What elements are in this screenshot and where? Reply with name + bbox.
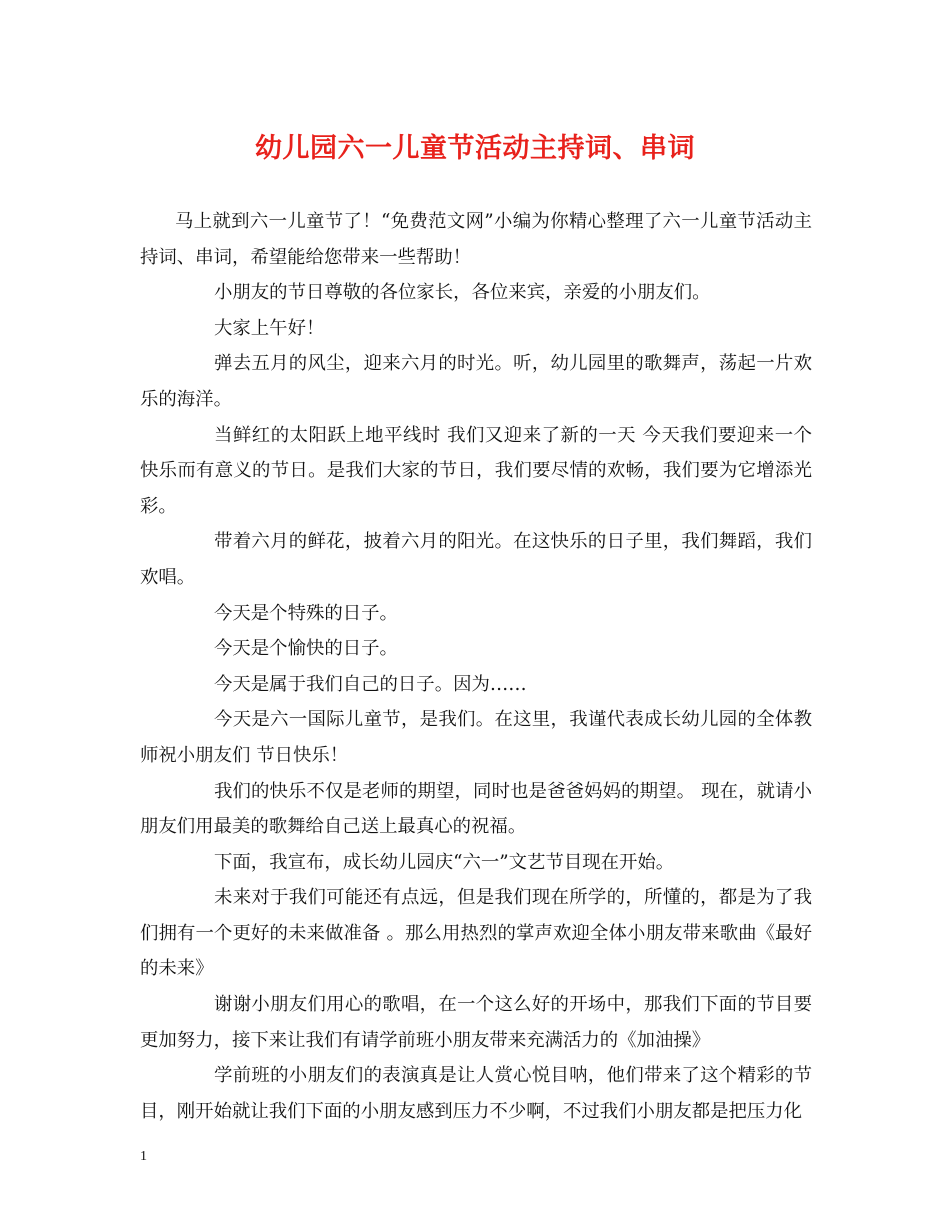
document-title: 幼儿园六一儿童节活动主持词、串词 xyxy=(255,133,695,164)
paragraph: 今天是个特殊的日子。 xyxy=(214,602,398,624)
page-number: 1 xyxy=(140,1149,147,1164)
document-body xyxy=(140,204,812,1129)
paragraph: 今天是属于我们自己的日子。因为…… xyxy=(214,673,527,695)
paragraph: 小朋友的节日尊敬的各位家长，各位来宾，亲爱的小朋友们。 xyxy=(214,282,711,304)
paragraph: 今天是六一国际儿童节，是我们。在这里，我谨代表成长幼儿园的全体教师祝小朋友们 节日快乐！ xyxy=(140,709,812,766)
paragraph: 弹去五月的风尘，迎来六月的时光。听，幼儿园里的歌舞声，荡起一片欢乐的海洋。 xyxy=(140,353,812,410)
paragraph: 马上就到六一儿童节了！“免费范文网”小编为你精心整理了六一儿童节活动主持词、串词，希望能给您带来一些帮助！ xyxy=(140,211,812,268)
paragraph: 未来对于我们可能还有点远，但是我们现在所学的，所懂的，都是为了我们拥有一个更好的未来做准备 。那么用热烈的掌声欢迎全体小朋友带来歌曲《最好的未来》 xyxy=(140,887,812,980)
paragraph: 学前班的小朋友们的表演真是让人赏心悦目呐，他们带来了这个精彩的节目，刚开始就让我们下面的小朋友感到压力不少啊，不过我们小朋友都是把压力化 xyxy=(140,1065,812,1122)
paragraph: 带着六月的鲜花，披着六月的阳光。在这快乐的日子里，我们舞蹈，我们欢唱。 xyxy=(140,531,812,588)
paragraph: 下面，我宣布，成长幼儿园庆“六一”文艺节目现在开始。 xyxy=(214,851,675,873)
paragraph: 谢谢小朋友们用心的歌唱，在一个这么好的开场中，那我们下面的节目要更加努力，接下来让我们有请学前班小朋友带来充满活力的《加油操》 xyxy=(140,994,812,1051)
paragraph: 我们的快乐不仅是老师的期望，同时也是爸爸妈妈的期望。 现在，就请小朋友们用最美的歌舞给自己送上最真心的祝福。 xyxy=(140,780,812,838)
paragraph: 当鲜红的太阳跃上地平线时 我们又迎来了新的一天 今天我们要迎来一个快乐而有意义的节日。是我们大家的节日，我们要尽情的欢畅，我们要为它增添光彩。 xyxy=(140,424,812,517)
paragraph: 今天是个愉快的日子。 xyxy=(214,638,398,660)
paragraph: 大家上午好！ xyxy=(214,317,325,339)
